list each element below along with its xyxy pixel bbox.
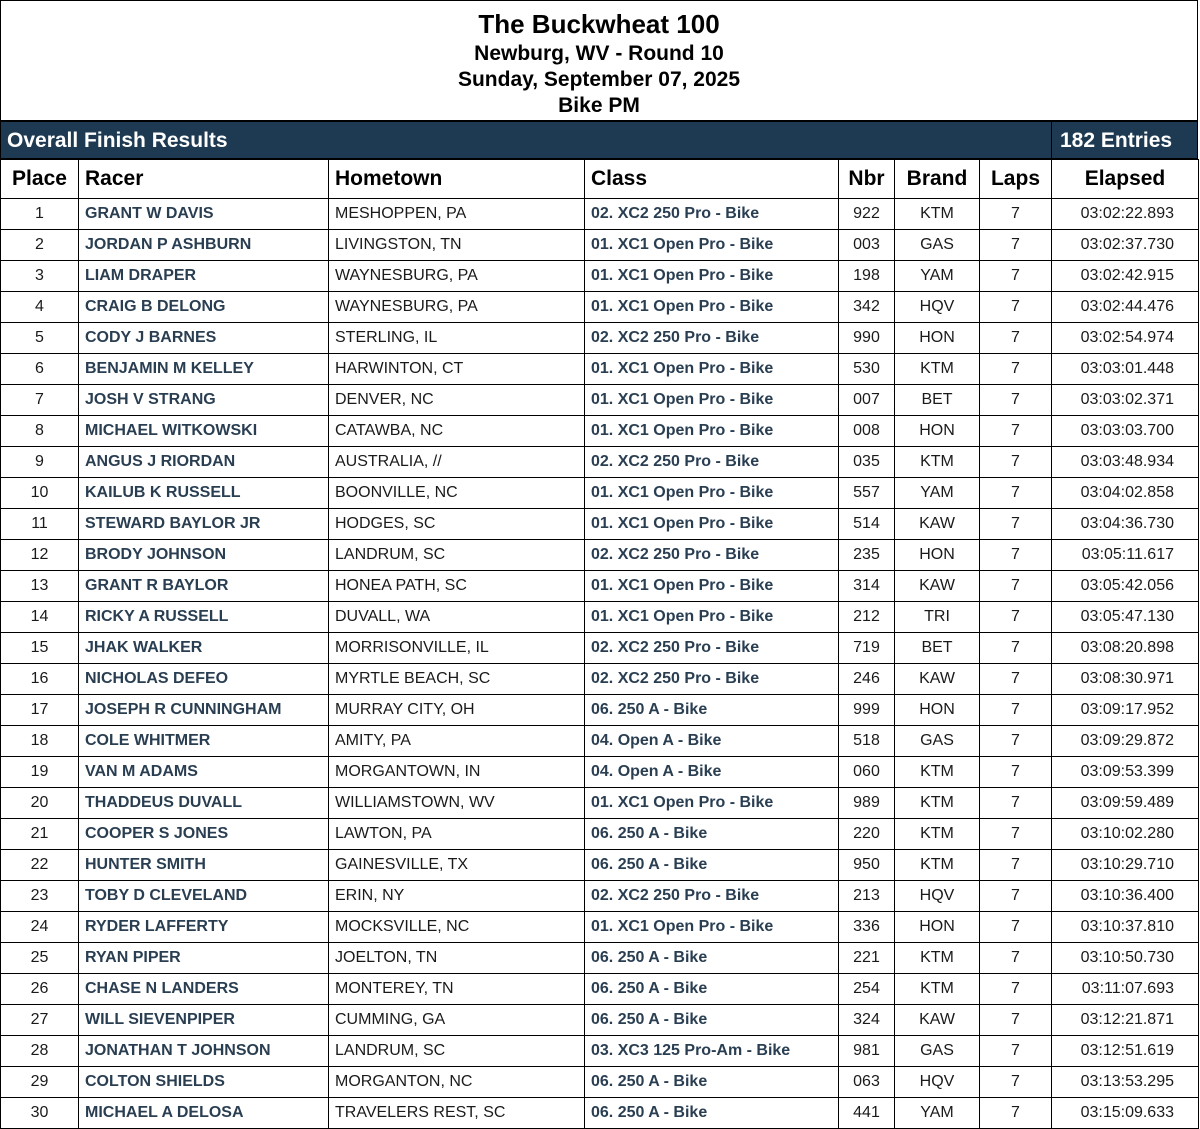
cell-racer: RICKY A RUSSELL (79, 602, 329, 633)
cell-place: 4 (1, 292, 79, 323)
cell-place: 1 (1, 199, 79, 230)
cell-racer: STEWARD BAYLOR JR (79, 509, 329, 540)
cell-place: 27 (1, 1005, 79, 1036)
cell-elapsed: 03:15:09.633 (1052, 1098, 1199, 1129)
cell-hometown: MORGANTON, NC (329, 1067, 585, 1098)
cell-nbr: 518 (839, 726, 895, 757)
cell-racer: MICHAEL A DELOSA (79, 1098, 329, 1129)
cell-elapsed: 03:10:29.710 (1052, 850, 1199, 881)
cell-elapsed: 03:04:02.858 (1052, 478, 1199, 509)
table-row (1, 664, 1199, 695)
cell-racer: KAILUB K RUSSELL (79, 478, 329, 509)
cell-hometown: MORRISONVILLE, IL (329, 633, 585, 664)
cell-elapsed: 03:02:22.893 (1052, 199, 1199, 230)
cell-hometown: MONTEREY, TN (329, 974, 585, 1005)
cell-laps: 7 (980, 850, 1052, 881)
results-body (1, 199, 1199, 1129)
cell-class: 06. 250 A - Bike (585, 1005, 839, 1036)
cell-place: 25 (1, 943, 79, 974)
cell-elapsed: 03:08:30.971 (1052, 664, 1199, 695)
table-row (1, 1005, 1199, 1036)
cell-laps: 7 (980, 664, 1052, 695)
cell-place: 12 (1, 540, 79, 571)
cell-nbr: 990 (839, 323, 895, 354)
cell-brand: HON (895, 695, 980, 726)
cell-place: 26 (1, 974, 79, 1005)
table-row (1, 1098, 1199, 1129)
cell-racer: CHASE N LANDERS (79, 974, 329, 1005)
cell-elapsed: 03:05:47.130 (1052, 602, 1199, 633)
cell-nbr: 221 (839, 943, 895, 974)
col-header-laps: Laps (980, 160, 1052, 199)
table-row (1, 292, 1199, 323)
cell-laps: 7 (980, 1067, 1052, 1098)
cell-nbr: 060 (839, 757, 895, 788)
cell-place: 14 (1, 602, 79, 633)
cell-hometown: WILLIAMSTOWN, WV (329, 788, 585, 819)
cell-nbr: 336 (839, 912, 895, 943)
cell-laps: 7 (980, 261, 1052, 292)
cell-laps: 7 (980, 1036, 1052, 1067)
event-header (0, 0, 1198, 121)
table-row (1, 819, 1199, 850)
cell-nbr: 246 (839, 664, 895, 695)
cell-class: 01. XC1 Open Pro - Bike (585, 385, 839, 416)
cell-nbr: 557 (839, 478, 895, 509)
col-header-racer: Racer (79, 160, 329, 199)
cell-elapsed: 03:03:02.371 (1052, 385, 1199, 416)
cell-racer: HUNTER SMITH (79, 850, 329, 881)
cell-elapsed: 03:09:59.489 (1052, 788, 1199, 819)
cell-class: 02. XC2 250 Pro - Bike (585, 633, 839, 664)
cell-elapsed: 03:03:48.934 (1052, 447, 1199, 478)
cell-nbr: 035 (839, 447, 895, 478)
col-header-brand: Brand (895, 160, 980, 199)
cell-class: 06. 250 A - Bike (585, 1067, 839, 1098)
cell-laps: 7 (980, 695, 1052, 726)
cell-elapsed: 03:04:36.730 (1052, 509, 1199, 540)
table-row (1, 943, 1199, 974)
table-row (1, 695, 1199, 726)
cell-brand: KTM (895, 354, 980, 385)
cell-elapsed: 03:02:44.476 (1052, 292, 1199, 323)
cell-brand: HQV (895, 292, 980, 323)
cell-racer: RYAN PIPER (79, 943, 329, 974)
table-row (1, 726, 1199, 757)
cell-hometown: WAYNESBURG, PA (329, 261, 585, 292)
cell-laps: 7 (980, 943, 1052, 974)
cell-racer: MICHAEL WITKOWSKI (79, 416, 329, 447)
cell-class: 01. XC1 Open Pro - Bike (585, 354, 839, 385)
cell-place: 11 (1, 509, 79, 540)
cell-brand: KTM (895, 447, 980, 478)
cell-elapsed: 03:09:53.399 (1052, 757, 1199, 788)
cell-brand: BET (895, 385, 980, 416)
cell-laps: 7 (980, 447, 1052, 478)
cell-nbr: 719 (839, 633, 895, 664)
cell-brand: YAM (895, 261, 980, 292)
cell-brand: YAM (895, 1098, 980, 1129)
cell-elapsed: 03:09:17.952 (1052, 695, 1199, 726)
cell-racer: WILL SIEVENPIPER (79, 1005, 329, 1036)
cell-elapsed: 03:05:11.617 (1052, 540, 1199, 571)
cell-laps: 7 (980, 1005, 1052, 1036)
cell-hometown: CATAWBA, NC (329, 416, 585, 447)
cell-elapsed: 03:13:53.295 (1052, 1067, 1199, 1098)
cell-brand: KAW (895, 571, 980, 602)
cell-racer: JORDAN P ASHBURN (79, 230, 329, 261)
cell-racer: JHAK WALKER (79, 633, 329, 664)
cell-brand: HON (895, 912, 980, 943)
cell-brand: TRI (895, 602, 980, 633)
cell-place: 8 (1, 416, 79, 447)
cell-class: 01. XC1 Open Pro - Bike (585, 478, 839, 509)
event-location-round: Newburg, WV - Round 10 (474, 42, 724, 65)
cell-racer: VAN M ADAMS (79, 757, 329, 788)
cell-hometown: TRAVELERS REST, SC (329, 1098, 585, 1129)
cell-place: 3 (1, 261, 79, 292)
cell-laps: 7 (980, 292, 1052, 323)
cell-laps: 7 (980, 881, 1052, 912)
cell-hometown: GAINESVILLE, TX (329, 850, 585, 881)
cell-place: 5 (1, 323, 79, 354)
cell-nbr: 254 (839, 974, 895, 1005)
cell-racer: THADDEUS DUVALL (79, 788, 329, 819)
table-row (1, 416, 1199, 447)
cell-nbr: 342 (839, 292, 895, 323)
cell-class: 01. XC1 Open Pro - Bike (585, 230, 839, 261)
table-row (1, 199, 1199, 230)
cell-place: 19 (1, 757, 79, 788)
cell-racer: TOBY D CLEVELAND (79, 881, 329, 912)
table-header-row (1, 160, 1199, 199)
cell-class: 02. XC2 250 Pro - Bike (585, 664, 839, 695)
cell-hometown: DUVALL, WA (329, 602, 585, 633)
cell-place: 29 (1, 1067, 79, 1098)
table-row (1, 261, 1199, 292)
cell-brand: KAW (895, 1005, 980, 1036)
cell-laps: 7 (980, 416, 1052, 447)
cell-hometown: MORGANTOWN, IN (329, 757, 585, 788)
cell-hometown: WAYNESBURG, PA (329, 292, 585, 323)
table-row (1, 385, 1199, 416)
cell-brand: KTM (895, 974, 980, 1005)
cell-elapsed: 03:10:50.730 (1052, 943, 1199, 974)
cell-place: 10 (1, 478, 79, 509)
cell-nbr: 999 (839, 695, 895, 726)
cell-racer: BENJAMIN M KELLEY (79, 354, 329, 385)
cell-class: 02. XC2 250 Pro - Bike (585, 447, 839, 478)
cell-hometown: MYRTLE BEACH, SC (329, 664, 585, 695)
cell-place: 18 (1, 726, 79, 757)
cell-brand: KTM (895, 943, 980, 974)
cell-laps: 7 (980, 478, 1052, 509)
cell-laps: 7 (980, 571, 1052, 602)
cell-nbr: 514 (839, 509, 895, 540)
cell-hometown: JOELTON, TN (329, 943, 585, 974)
cell-brand: HON (895, 416, 980, 447)
cell-class: 06. 250 A - Bike (585, 695, 839, 726)
cell-nbr: 989 (839, 788, 895, 819)
cell-class: 04. Open A - Bike (585, 757, 839, 788)
cell-nbr: 530 (839, 354, 895, 385)
cell-hometown: AUSTRALIA, // (329, 447, 585, 478)
cell-laps: 7 (980, 199, 1052, 230)
cell-brand: KTM (895, 819, 980, 850)
cell-racer: GRANT R BAYLOR (79, 571, 329, 602)
cell-brand: GAS (895, 1036, 980, 1067)
table-row (1, 447, 1199, 478)
cell-hometown: LANDRUM, SC (329, 1036, 585, 1067)
cell-hometown: CUMMING, GA (329, 1005, 585, 1036)
cell-racer: COOPER S JONES (79, 819, 329, 850)
cell-laps: 7 (980, 540, 1052, 571)
cell-class: 02. XC2 250 Pro - Bike (585, 199, 839, 230)
cell-elapsed: 03:03:03.700 (1052, 416, 1199, 447)
cell-laps: 7 (980, 602, 1052, 633)
cell-nbr: 212 (839, 602, 895, 633)
cell-laps: 7 (980, 509, 1052, 540)
table-row (1, 1067, 1199, 1098)
cell-laps: 7 (980, 757, 1052, 788)
cell-class: 06. 250 A - Bike (585, 943, 839, 974)
cell-nbr: 220 (839, 819, 895, 850)
cell-brand: KTM (895, 850, 980, 881)
event-title: The Buckwheat 100 (478, 9, 720, 39)
cell-laps: 7 (980, 354, 1052, 385)
cell-place: 15 (1, 633, 79, 664)
cell-hometown: HONEA PATH, SC (329, 571, 585, 602)
cell-nbr: 008 (839, 416, 895, 447)
event-session: Bike PM (558, 94, 640, 117)
cell-brand: GAS (895, 726, 980, 757)
table-row (1, 354, 1199, 385)
cell-hometown: DENVER, NC (329, 385, 585, 416)
cell-laps: 7 (980, 1098, 1052, 1129)
cell-brand: HON (895, 323, 980, 354)
cell-laps: 7 (980, 230, 1052, 261)
cell-nbr: 981 (839, 1036, 895, 1067)
col-header-nbr: Nbr (839, 160, 895, 199)
cell-nbr: 007 (839, 385, 895, 416)
cell-hometown: AMITY, PA (329, 726, 585, 757)
table-row (1, 881, 1199, 912)
table-row (1, 323, 1199, 354)
cell-elapsed: 03:02:37.730 (1052, 230, 1199, 261)
cell-class: 04. Open A - Bike (585, 726, 839, 757)
cell-class: 01. XC1 Open Pro - Bike (585, 509, 839, 540)
cell-place: 30 (1, 1098, 79, 1129)
cell-racer: JOSH V STRANG (79, 385, 329, 416)
col-header-elapsed: Elapsed (1052, 160, 1199, 199)
cell-laps: 7 (980, 385, 1052, 416)
cell-hometown: LANDRUM, SC (329, 540, 585, 571)
cell-class: 02. XC2 250 Pro - Bike (585, 323, 839, 354)
cell-elapsed: 03:11:07.693 (1052, 974, 1199, 1005)
cell-place: 22 (1, 850, 79, 881)
cell-hometown: HODGES, SC (329, 509, 585, 540)
cell-hometown: MURRAY CITY, OH (329, 695, 585, 726)
cell-brand: HQV (895, 881, 980, 912)
cell-racer: LIAM DRAPER (79, 261, 329, 292)
cell-nbr: 063 (839, 1067, 895, 1098)
cell-class: 06. 250 A - Bike (585, 819, 839, 850)
cell-racer: NICHOLAS DEFEO (79, 664, 329, 695)
cell-elapsed: 03:10:36.400 (1052, 881, 1199, 912)
table-row (1, 633, 1199, 664)
cell-class: 06. 250 A - Bike (585, 850, 839, 881)
cell-laps: 7 (980, 726, 1052, 757)
cell-racer: COLE WHITMER (79, 726, 329, 757)
col-header-place: Place (1, 160, 79, 199)
cell-place: 7 (1, 385, 79, 416)
cell-laps: 7 (980, 912, 1052, 943)
cell-racer: ANGUS J RIORDAN (79, 447, 329, 478)
cell-laps: 7 (980, 633, 1052, 664)
cell-laps: 7 (980, 323, 1052, 354)
cell-class: 01. XC1 Open Pro - Bike (585, 416, 839, 447)
cell-class: 02. XC2 250 Pro - Bike (585, 540, 839, 571)
cell-brand: KAW (895, 664, 980, 695)
cell-racer: BRODY JOHNSON (79, 540, 329, 571)
cell-elapsed: 03:12:21.871 (1052, 1005, 1199, 1036)
table-row (1, 757, 1199, 788)
cell-class: 01. XC1 Open Pro - Bike (585, 602, 839, 633)
table-row (1, 230, 1199, 261)
cell-elapsed: 03:02:54.974 (1052, 323, 1199, 354)
cell-laps: 7 (980, 974, 1052, 1005)
cell-racer: JOSEPH R CUNNINGHAM (79, 695, 329, 726)
cell-racer: CODY J BARNES (79, 323, 329, 354)
cell-brand: YAM (895, 478, 980, 509)
cell-brand: KAW (895, 509, 980, 540)
cell-place: 16 (1, 664, 79, 695)
cell-elapsed: 03:08:20.898 (1052, 633, 1199, 664)
cell-class: 01. XC1 Open Pro - Bike (585, 912, 839, 943)
cell-nbr: 314 (839, 571, 895, 602)
table-row (1, 974, 1199, 1005)
cell-nbr: 003 (839, 230, 895, 261)
table-row (1, 912, 1199, 943)
cell-place: 17 (1, 695, 79, 726)
cell-class: 01. XC1 Open Pro - Bike (585, 292, 839, 323)
cell-racer: COLTON SHIELDS (79, 1067, 329, 1098)
cell-class: 01. XC1 Open Pro - Bike (585, 571, 839, 602)
cell-hometown: STERLING, IL (329, 323, 585, 354)
entries-count: 182 Entries (1060, 129, 1173, 152)
results-section-bar (0, 121, 1198, 159)
cell-elapsed: 03:05:42.056 (1052, 571, 1199, 602)
results-table (0, 159, 1199, 1129)
cell-nbr: 441 (839, 1098, 895, 1129)
cell-place: 24 (1, 912, 79, 943)
cell-brand: KTM (895, 757, 980, 788)
table-row (1, 571, 1199, 602)
cell-elapsed: 03:10:37.810 (1052, 912, 1199, 943)
cell-place: 28 (1, 1036, 79, 1067)
cell-class: 01. XC1 Open Pro - Bike (585, 261, 839, 292)
table-row (1, 540, 1199, 571)
cell-nbr: 235 (839, 540, 895, 571)
cell-racer: GRANT W DAVIS (79, 199, 329, 230)
table-row (1, 509, 1199, 540)
cell-brand: GAS (895, 230, 980, 261)
col-header-hometown: Hometown (329, 160, 585, 199)
cell-place: 6 (1, 354, 79, 385)
cell-brand: BET (895, 633, 980, 664)
cell-hometown: BOONVILLE, NC (329, 478, 585, 509)
cell-brand: HON (895, 540, 980, 571)
cell-nbr: 198 (839, 261, 895, 292)
col-header-class: Class (585, 160, 839, 199)
cell-nbr: 950 (839, 850, 895, 881)
cell-hometown: ERIN, NY (329, 881, 585, 912)
cell-racer: RYDER LAFFERTY (79, 912, 329, 943)
cell-class: 01. XC1 Open Pro - Bike (585, 788, 839, 819)
cell-hometown: MESHOPPEN, PA (329, 199, 585, 230)
table-row (1, 1036, 1199, 1067)
cell-place: 13 (1, 571, 79, 602)
cell-racer: JONATHAN T JOHNSON (79, 1036, 329, 1067)
cell-class: 02. XC2 250 Pro - Bike (585, 881, 839, 912)
table-row (1, 602, 1199, 633)
cell-racer: CRAIG B DELONG (79, 292, 329, 323)
cell-place: 9 (1, 447, 79, 478)
table-row (1, 850, 1199, 881)
cell-hometown: HARWINTON, CT (329, 354, 585, 385)
section-title: Overall Finish Results (7, 129, 228, 152)
table-row (1, 478, 1199, 509)
cell-brand: KTM (895, 199, 980, 230)
cell-laps: 7 (980, 819, 1052, 850)
cell-elapsed: 03:02:42.915 (1052, 261, 1199, 292)
cell-brand: HQV (895, 1067, 980, 1098)
cell-nbr: 922 (839, 199, 895, 230)
cell-nbr: 213 (839, 881, 895, 912)
event-date: Sunday, September 07, 2025 (457, 68, 741, 91)
cell-class: 03. XC3 125 Pro-Am - Bike (585, 1036, 839, 1067)
cell-elapsed: 03:09:29.872 (1052, 726, 1199, 757)
cell-place: 20 (1, 788, 79, 819)
cell-brand: KTM (895, 788, 980, 819)
cell-class: 06. 250 A - Bike (585, 1098, 839, 1129)
cell-nbr: 324 (839, 1005, 895, 1036)
cell-elapsed: 03:03:01.448 (1052, 354, 1199, 385)
cell-elapsed: 03:12:51.619 (1052, 1036, 1199, 1067)
cell-hometown: LAWTON, PA (329, 819, 585, 850)
entries-cell (1051, 122, 1199, 158)
table-row (1, 788, 1199, 819)
cell-place: 21 (1, 819, 79, 850)
cell-hometown: MOCKSVILLE, NC (329, 912, 585, 943)
cell-place: 23 (1, 881, 79, 912)
cell-elapsed: 03:10:02.280 (1052, 819, 1199, 850)
cell-laps: 7 (980, 788, 1052, 819)
cell-class: 06. 250 A - Bike (585, 974, 839, 1005)
cell-place: 2 (1, 230, 79, 261)
cell-hometown: LIVINGSTON, TN (329, 230, 585, 261)
